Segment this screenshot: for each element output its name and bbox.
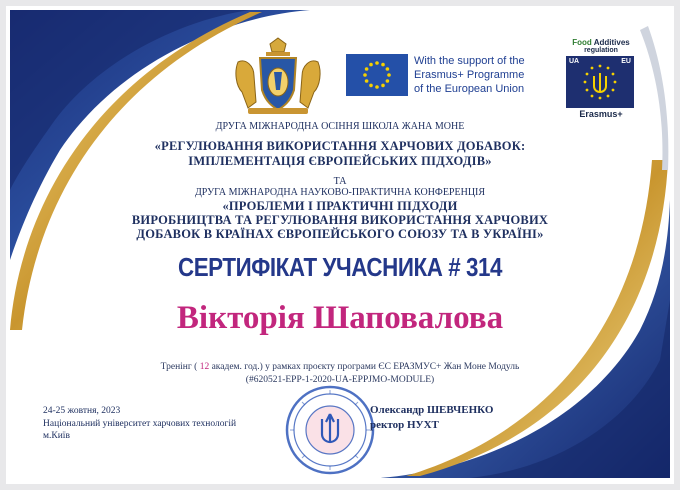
conference-line: ДРУГА МІЖНАРОДНА НАУКОВО-ПРАКТИЧНА КОНФЕРЕНЦІЯ	[194, 187, 486, 198]
eu-support-line-1: With the support of the	[414, 55, 525, 67]
project-code: (#620521-EPP-1-2020-UA-EPPJMO-MODULE)	[245, 375, 435, 385]
stars-trident-icon	[566, 56, 634, 108]
school-title-line-1: «РЕГУЛЮВАННЯ ВИКОРИСТАННЯ ХАРЧОВИХ ДОБАВОК:	[154, 139, 526, 153]
eu-flag-icon	[346, 54, 408, 96]
training-line	[60, 362, 620, 372]
eu-support-text	[414, 54, 554, 96]
eu-support-logo	[346, 52, 546, 100]
conference-title-line-3: ДОБАВОК В КРАЇНАХ ЄВРОПЕЙСЬКОГО СОЮЗУ ТА В УКРАЇНІ»	[136, 227, 544, 241]
certificate-heading: СЕРТИФІКАТ УЧАСНИКА # 314	[177, 252, 503, 282]
fa-subtitle: regulation	[584, 47, 618, 54]
participant-name: Вікторія Шаповалова	[176, 300, 504, 336]
signer-name: Олександр ШЕВЧЕНКО	[370, 404, 494, 416]
training-suffix: академ. год.) у рамках проєкту програми ЄС ЕРАЗМУС+ Жан Моне Модуль	[211, 362, 520, 372]
food-additives-logo	[562, 38, 640, 120]
university-crest-icon	[228, 32, 328, 116]
conjunction-text: ТА	[333, 176, 347, 187]
conference-title-line-2: ВИРОБНИЦТВА ТА РЕГУЛЮВАННЯ ВИКОРИСТАННЯ ХАРЧОВИХ	[131, 213, 549, 227]
eu-support-line-3: of the European Union	[414, 83, 525, 95]
fa-ua-label: UA	[569, 58, 580, 65]
fa-title-food: Food	[572, 38, 592, 47]
fa-eu-label: EU	[621, 58, 631, 65]
signer-role: ректор НУХТ	[370, 419, 439, 431]
fa-erasmus-label: Erasmus+	[579, 109, 623, 119]
event-date: 24-25 жовтня, 2023	[43, 406, 121, 416]
university-name: Національний університет харчових технологій м.Київ	[43, 419, 237, 441]
eu-support-line-2: Erasmus+ Programme	[414, 69, 525, 81]
fa-title-additives: Additives	[593, 38, 630, 47]
fa-emblem-box	[566, 56, 634, 108]
training-prefix: Тренінг (	[160, 362, 198, 372]
official-stamp-icon	[284, 384, 376, 476]
training-hours: 12	[199, 362, 210, 372]
school-title-line-2: ІМПЛЕМЕНТАЦІЯ ЄВРОПЕЙСЬКИХ ПІДХОДІВ»	[188, 154, 492, 168]
conference-title-line-1: «ПРОБЛЕМИ І ПРАКТИЧНІ ПІДХОДИ	[222, 199, 458, 213]
school-line: ДРУГА МІЖНАРОДНА ОСІННЯ ШКОЛА ЖАНА МОНЕ	[215, 121, 465, 132]
